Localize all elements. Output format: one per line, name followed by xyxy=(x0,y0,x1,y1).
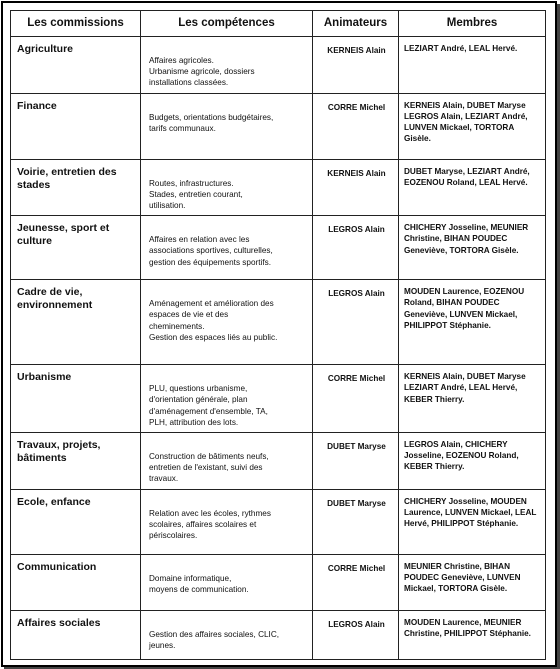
animateur-name: DUBET Maryse xyxy=(313,489,399,554)
animateur-name: CORRE Michel xyxy=(313,365,399,433)
animateur-name: CORRE Michel xyxy=(313,93,399,159)
table-row xyxy=(11,365,546,433)
commission-name: Affaires sociales xyxy=(11,610,141,659)
membres-text: DUBET Maryse, LEZIART André, EOZENOU Roland, LEAL Hervé. xyxy=(404,166,530,187)
membres-text: CHICHERY Josseline, MOUDEN Laurence, LUNVEN Mickael, LEAL Hervé, PHILIPPOT Stéphanie. xyxy=(404,496,537,529)
commission-name: Communication xyxy=(11,554,141,610)
commission-name: Travaux, projets, bâtiments xyxy=(11,433,141,490)
animateur-name: KERNEIS Alain xyxy=(313,159,399,216)
competences-text: Aménagement et amélioration des espaces de vie et des cheminements. Gestion des espaces liés au public. xyxy=(149,299,278,342)
commission-name: Ecole, enfance xyxy=(11,489,141,554)
membres-text: MOUDEN Laurence, EOZENOU Roland, BIHAN POUDEC Geneviève, LUNVEN Mickael, PHILIPPOT Stéphanie. xyxy=(404,287,525,330)
header-membres: Membres xyxy=(399,11,546,37)
competences-text: Domaine informatique, moyens de communication. xyxy=(149,573,249,594)
table-row xyxy=(11,93,546,159)
animateur-name: LEGROS Alain xyxy=(313,610,399,659)
competences-text: Affaires en relation avec les associations sportives, culturelles, gestion des équipements sportifs. xyxy=(149,235,273,267)
table-row xyxy=(11,554,546,610)
table-row xyxy=(11,489,546,554)
table-row xyxy=(11,433,546,490)
membres-text: MOUDEN Laurence, MEUNIER Christine, PHILIPPOT Stéphanie. xyxy=(404,617,531,638)
header-competences: Les compétences xyxy=(141,11,313,37)
animateur-name: DUBET Maryse xyxy=(313,433,399,490)
commission-name: Urbanisme xyxy=(11,365,141,433)
commission-name: Voirie, entretien des stades xyxy=(11,159,141,216)
table-row xyxy=(11,610,546,659)
commission-name: Cadre de vie, environnement xyxy=(11,280,141,365)
membres-text: KERNEIS Alain, DUBET Maryse LEZIART André, LEAL Hervé, KEBER Thierry. xyxy=(404,372,526,404)
commissions-table xyxy=(10,10,546,660)
commission-name: Jeunesse, sport et culture xyxy=(11,216,141,280)
header-commissions: Les commissions xyxy=(11,11,141,37)
membres-text: LEGROS Alain, CHICHERY Josseline, EOZENOU Roland, KEBER Thierry. xyxy=(404,440,519,472)
competences-text: Budgets, orientations budgétaires, tarifs communaux. xyxy=(149,112,274,133)
membres-text: LEZIART André, LEAL Hervé. xyxy=(404,44,518,53)
animateur-name: LEGROS Alain xyxy=(313,216,399,280)
competences-text: Relation avec les écoles, rythmes scolaires, affaires scolaires et périscolaires. xyxy=(149,508,271,541)
membres-text: KERNEIS Alain, DUBET Maryse LEGROS Alain, LEZIART André, LUNVEN Mickael, TORTORA Gisèle. xyxy=(404,100,528,144)
header-row xyxy=(11,11,546,37)
commission-name: Finance xyxy=(11,93,141,159)
commission-name: Agriculture xyxy=(11,37,141,94)
animateur-name: LEGROS Alain xyxy=(313,280,399,365)
header-animateurs: Animateurs xyxy=(313,11,399,37)
table-row xyxy=(11,159,546,216)
competences-text: Routes, infrastructures. Stades, entretien courant, utilisation. xyxy=(149,178,243,211)
table-row xyxy=(11,216,546,280)
competences-text: PLU, questions urbanisme, d'orientation générale, plan d'aménagement d'ensemble, TA, PLH, attribution des lots. xyxy=(149,384,268,427)
membres-text: CHICHERY Josseline, MEUNIER Christine, BIHAN POUDEC Geneviève, TORTORA Gisèle. xyxy=(404,223,529,255)
table-row xyxy=(11,37,546,94)
competences-text: Construction de bâtiments neufs, entretien de l'existant, suivi des travaux. xyxy=(149,452,269,484)
table-row xyxy=(11,280,546,365)
competences-text: Affaires agricoles. Urbanisme agricole, dossiers installations classées. xyxy=(149,56,255,88)
membres-text: MEUNIER Christine, BIHAN POUDEC Geneviève, LUNVEN Mickael, TORTORA Gisèle. xyxy=(404,561,521,594)
animateur-name: KERNEIS Alain xyxy=(313,37,399,94)
animateur-name: CORRE Michel xyxy=(313,554,399,610)
competences-text: Gestion des affaires sociales, CLIC, jeunes. xyxy=(149,629,280,650)
